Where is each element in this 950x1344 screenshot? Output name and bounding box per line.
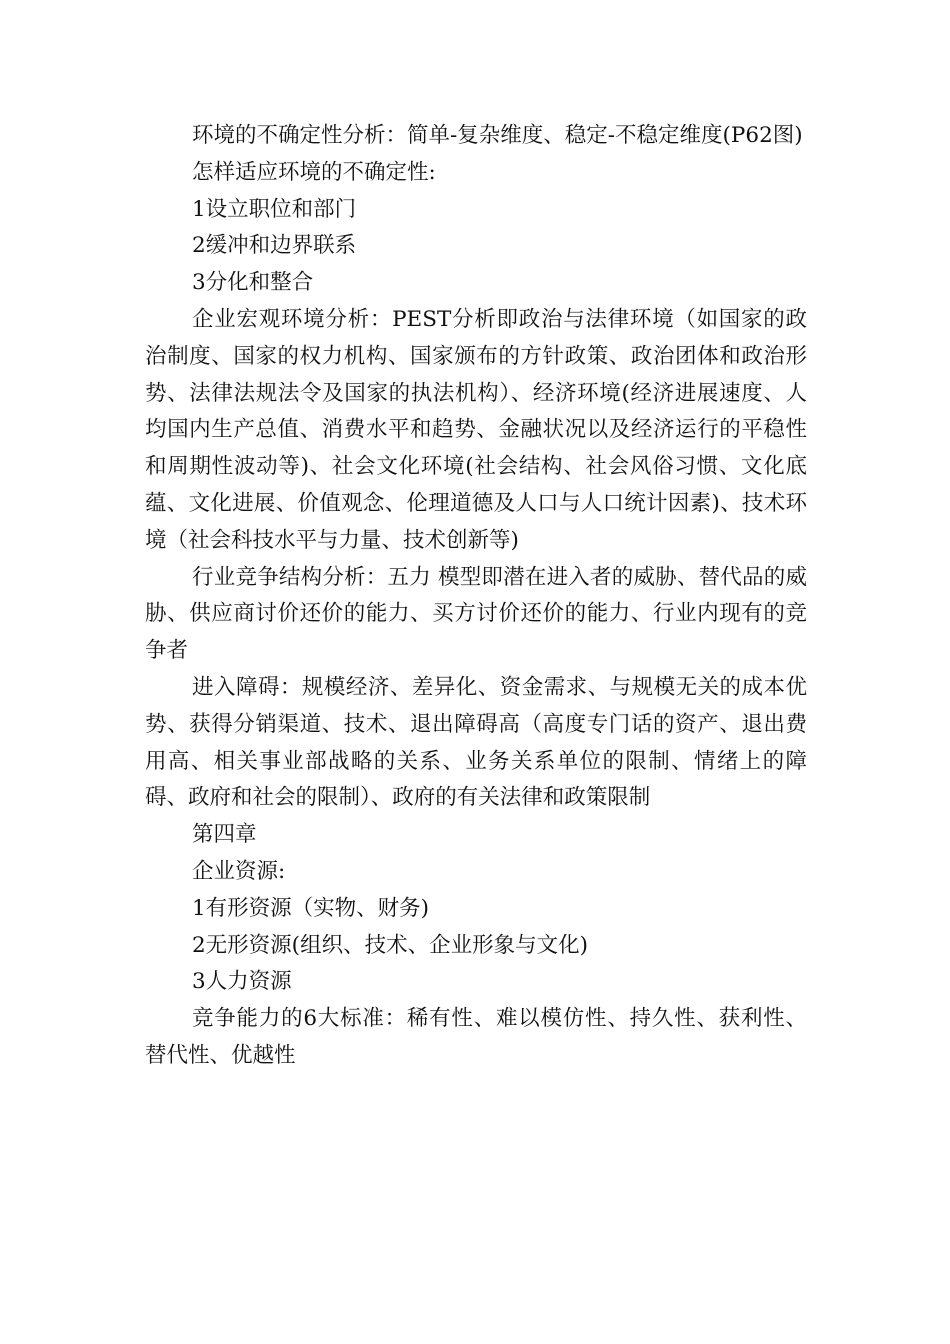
paragraph-pest-analysis: 企业宏观环境分析：PEST分析即政治与法律环境（如国家的政治制度、国家的权力机构、国家颁布的方针政策、政治团体和政治形势、法律法规法令及国家的执法机构）、经济环境(经济进展速度、人均国内生产总值、消费水平和趋势、金融状况以及经济运行的平稳性和周期性波动等)、社会文化环境(社会结构、社会风俗习惯、文化底蕴、文化进展、价值观念、伦理道德及人口与人口统计因素)、技术环境（社会科技水平与力量、技术创新等) [145, 306, 807, 553]
list-item-buffering-boundary: 2缓冲和边界联系 [192, 233, 357, 259]
document-body [145, 118, 807, 1075]
paragraph-five-forces: 行业竞争结构分析：五力 模型即潜在进入者的威胁、替代品的威胁、供应商讨价还价的能力、买方讨价还价的能力、行业内现有的竞争者 [145, 564, 807, 664]
paragraph-enterprise-resources: 企业资源: [192, 858, 286, 884]
list-item-differentiation-integration: 3分化和整合 [192, 270, 314, 296]
list-item-tangible-resources: 1有形资源（实物、财务) [192, 895, 430, 921]
list-item-positions-departments: 1设立职位和部门 [192, 196, 357, 222]
paragraph-entry-barriers: 进入障碍：规模经济、差异化、资金需求、与规模无关的成本优势、获得分销渠道、技术、退出障碍高（高度专门话的资产、退出费用高、相关事业部战略的关系、业务关系单位的限制、情绪上的障碍、政府和社会的限制）、政府的有关法律和政策限制 [145, 674, 807, 811]
paragraph-how-to-adapt: 怎样适应环境的不确定性: [192, 159, 436, 185]
list-item-intangible-resources: 2无形资源(组织、技术、企业形象与文化) [192, 932, 588, 958]
paragraph-competitive-criteria: 竞争能力的6大标准：稀有性、难以模仿性、持久性、获利性、替代性、优越性 [145, 1006, 807, 1068]
paragraph-environment-uncertainty: 环境的不确定性分析：简单-复杂维度、稳定-不稳定维度(P62图) [192, 123, 803, 148]
chapter-heading: 第四章 [192, 822, 257, 848]
list-item-human-resources: 3人力资源 [192, 969, 292, 995]
